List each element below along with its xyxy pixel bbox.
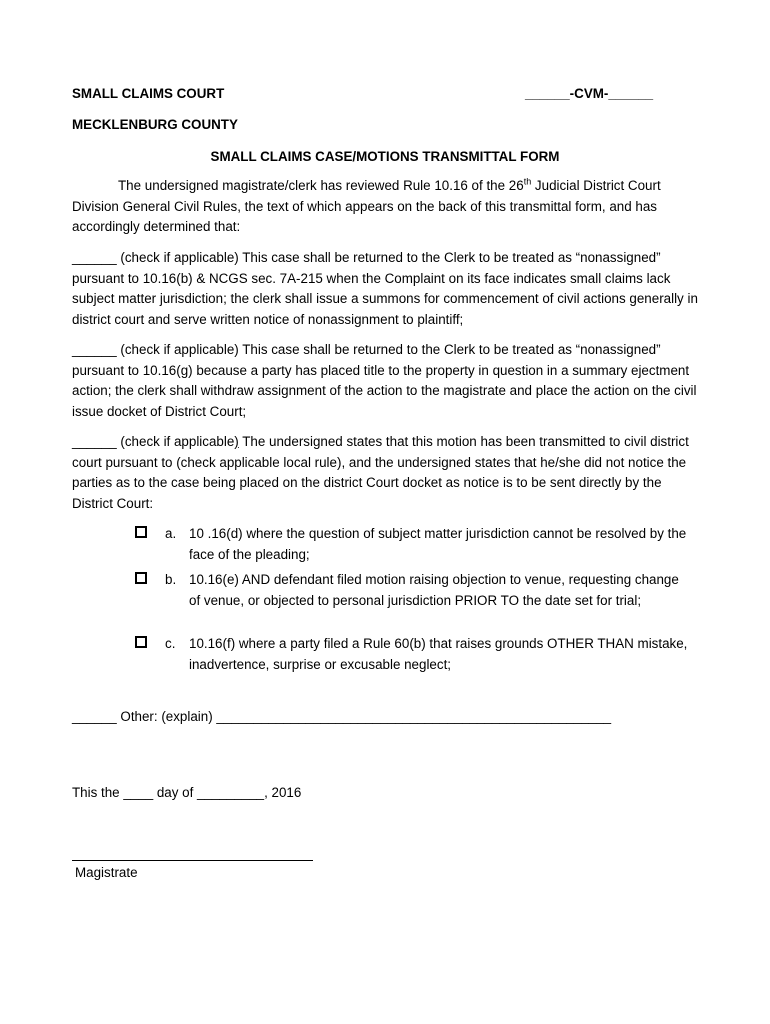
option-text-rest: The undersigned states that this motion has been transmitted to civil district court pursuant to (check applicable local rule), and the undersigned states that he/she did not notice the parties as to the case being placed on the district Court docket as notice is to be sent directly by the District Court: [72,434,689,511]
intro-ordinal-suffix: th [523,176,532,187]
form-title: SMALL CLAIMS CASE/MOTIONS TRANSMITTAL FORM [210,149,560,164]
option-text: (check if applicable) This case shall be returned to the Clerk to be treated as “nonassigned” pursuant to 10.16(b) & NCGS sec. 7A-215 when the Complaint on its face indicates small claims lack subject matter jurisdiction; the clerk shall issue a summons for commencement of civil actions generally in district court and serve written notice of nonassignment to plaintiff; [72,250,698,327]
option-nonassigned-title [72,340,698,422]
court-name: SMALL CLAIMS COURT [72,86,225,101]
county-name: MECKLENBURG COUNTY [72,117,238,132]
option-text-underlined: ) [234,434,239,449]
sub-option-text: 10 .16(d) where the question of subject matter jurisdiction cannot be resolved by the face of the pleading; [189,526,687,562]
option-blank[interactable]: ______ [72,250,117,265]
sub-option-letter: b. [165,572,177,587]
signature-label: Magistrate [75,865,138,880]
checkbox-a[interactable] [135,526,147,538]
other-explain-line[interactable]: ______ Other: (explain) _____________________________________________________ [72,709,612,724]
sub-option-text: 10.16(f) where a party filed a Rule 60(b) that raises grounds OTHER THAN mistake, inadvertence, surprise or excusable neglect; [189,636,688,672]
option-blank[interactable]: ______ [72,434,117,449]
option-transmitted-district [72,432,698,514]
date-line[interactable]: This the ____ day of _________, 2016 [72,785,302,800]
option-text: (check if applicable [116,434,235,449]
checkbox-c[interactable] [135,636,147,648]
intro-text-end: Judicial District Court Division General Civil Rules, the text of which appears on the back of this transmittal form, and has accordingly determined that: [72,178,661,234]
sub-option-letter: c. [165,636,176,651]
option-nonassigned-jurisdiction [72,248,698,330]
intro-text-start: The undersigned magistrate/clerk has reviewed Rule 10.16 of the 26 [118,178,524,193]
sub-option-letter: a. [165,526,177,541]
checkbox-b[interactable] [135,572,147,584]
signature-line[interactable] [72,860,313,861]
intro-paragraph [72,176,698,238]
sub-option-text: 10.16(e) AND defendant filed motion raising objection to venue, requesting change of venue, or objected to personal jurisdiction PRIOR TO the date set for trial; [189,572,679,608]
option-blank[interactable]: ______ [72,342,117,357]
case-number-field: ______-CVM-______ [525,86,654,101]
option-text: (check if applicable) This case shall be returned to the Clerk to be treated as “nonassigned” pursuant to 10.16(g) because a party has placed title to the property in question in a summary ejectment action; the clerk shall withdraw assignment of the action to the magistrate and place the action on the civil issue docket of District Court; [72,342,697,419]
